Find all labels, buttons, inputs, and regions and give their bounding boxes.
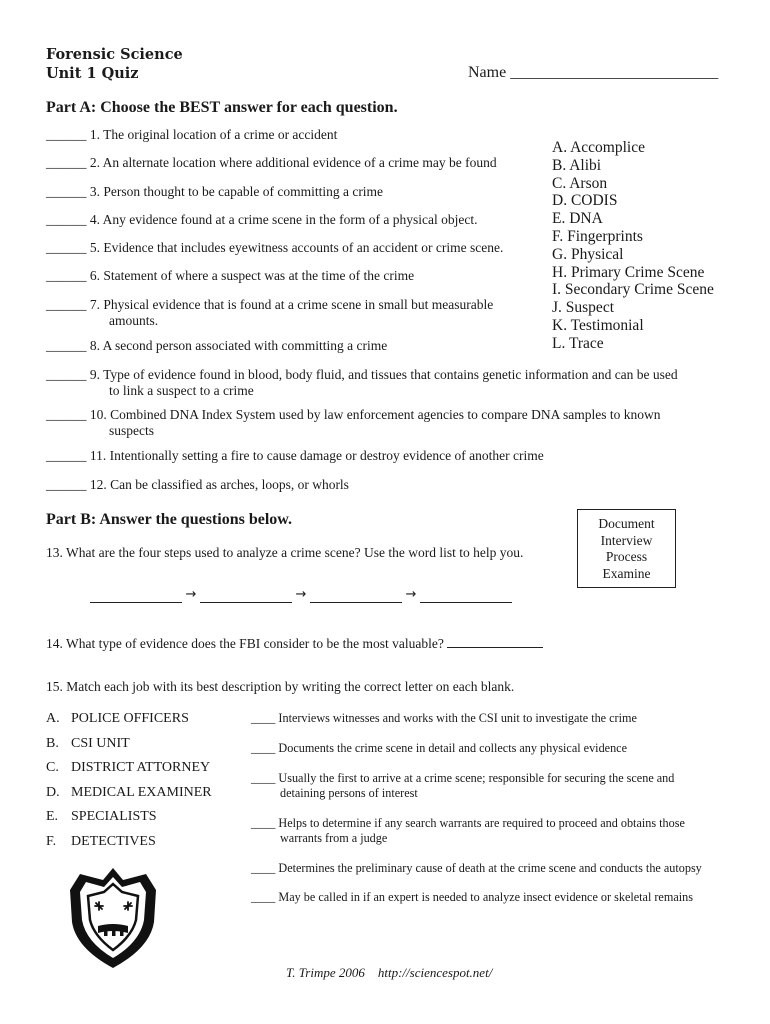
answer-option: I. Secondary Crime Scene bbox=[552, 281, 714, 299]
question-text: ______ 5. Evidence that includes eyewitness accounts of an accident or crime scene. bbox=[46, 240, 504, 255]
question-text: ______ 12. Can be classified as arches, loops, or whorls bbox=[46, 477, 349, 492]
question-11 bbox=[46, 448, 544, 464]
word-list-item: Examine bbox=[602, 565, 651, 581]
job-letter: F. bbox=[46, 833, 57, 849]
arrow-right-icon: → bbox=[295, 587, 307, 602]
arrow-right-icon: → bbox=[405, 587, 417, 602]
answer-option: L. Trace bbox=[552, 334, 604, 352]
question-15: 15. Match each job with its best description by writing the correct letter on each blank. bbox=[46, 679, 515, 694]
answer-option: D. CODIS bbox=[552, 192, 618, 210]
answer-option: J. Suspect bbox=[552, 299, 614, 317]
question-text-continued: suspects bbox=[109, 423, 154, 438]
question-text-continued: to link a suspect to a crime bbox=[109, 383, 254, 398]
answer-option: H. Primary Crime Scene bbox=[552, 263, 705, 281]
job-name: MEDICAL EXAMINER bbox=[71, 784, 212, 800]
question-13: 13. What are the four steps used to analyze a crime scene? Use the word list to help you. bbox=[46, 545, 524, 560]
job-item bbox=[46, 805, 212, 830]
job-name: DETECTIVES bbox=[71, 833, 156, 849]
job-description-6 bbox=[251, 890, 693, 905]
answer-option: B. Alibi bbox=[552, 156, 602, 174]
question-1 bbox=[46, 127, 337, 143]
question-5 bbox=[46, 240, 503, 256]
answer-option: F. Fingerprints bbox=[552, 227, 643, 245]
job-description-4 bbox=[251, 816, 685, 846]
description-text: ____ Documents the crime scene in detail and collects any physical evidence bbox=[251, 741, 627, 755]
question-text: ______ 1. The original location of a crime or accident bbox=[46, 127, 338, 142]
question-8 bbox=[46, 338, 387, 354]
job-description-3 bbox=[251, 771, 674, 801]
footer-url[interactable]: http://sciencespot.net/ bbox=[377, 965, 493, 980]
police-badge-icon bbox=[58, 862, 168, 972]
question-text: ______ 8. A second person associated with committing a crime bbox=[46, 338, 388, 353]
job-name: POLICE OFFICERS bbox=[71, 711, 189, 726]
part-b-heading: Part B: Answer the questions below. bbox=[46, 511, 292, 528]
evidence-answer-blank[interactable] bbox=[447, 634, 543, 648]
step-1-blank[interactable] bbox=[90, 588, 182, 603]
question-14 bbox=[46, 634, 543, 652]
question-7 bbox=[46, 297, 493, 329]
word-list-item: Interview bbox=[600, 532, 653, 548]
question-text: ______ 11. Intentionally setting a fire to cause damage or destroy evidence of another crime bbox=[46, 448, 544, 463]
footer-credit bbox=[286, 965, 492, 981]
word-list-item: Process bbox=[605, 549, 648, 564]
answer-bank bbox=[552, 139, 714, 353]
word-list-box bbox=[577, 509, 676, 588]
job-item bbox=[46, 830, 212, 855]
question-9 bbox=[46, 367, 678, 399]
job-name: CSI UNIT bbox=[71, 735, 130, 751]
question-6 bbox=[46, 268, 414, 284]
job-letter: C. bbox=[46, 760, 59, 775]
description-text: ____ May be called in if an expert is needed to analyze insect evidence or skeletal remains bbox=[251, 890, 693, 904]
jobs-list bbox=[46, 707, 212, 854]
job-letter: E. bbox=[46, 809, 59, 824]
question-text-continued: amounts. bbox=[109, 313, 159, 328]
job-letter: D. bbox=[46, 784, 60, 800]
question-text: ______ 2. An alternate location where additional evidence of a crime may be found bbox=[46, 155, 497, 170]
footer-author: T. Trimpe 2006 bbox=[286, 965, 365, 980]
step-3-blank[interactable] bbox=[310, 588, 402, 603]
quiz-subject-title: Forensic Science bbox=[46, 46, 183, 63]
question-text: 14. What type of evidence does the FBI consider to be the most valuable? bbox=[46, 636, 444, 651]
question-4 bbox=[46, 212, 478, 228]
question-text: ______ 9. Type of evidence found in blood, body fluid, and tissues that contains genetic information and can be used bbox=[46, 367, 678, 382]
question-text: ______ 3. Person thought to be capable of committing a crime bbox=[46, 184, 384, 199]
quiz-unit-title: Unit 1 Quiz bbox=[46, 65, 139, 82]
job-item bbox=[46, 707, 212, 732]
question-text: ______ 6. Statement of where a suspect was at the time of the crime bbox=[46, 268, 415, 283]
question-text: ______ 4. Any evidence found at a crime scene in the form of a physical object. bbox=[46, 212, 478, 227]
job-description-1 bbox=[251, 711, 637, 726]
question-12 bbox=[46, 477, 349, 493]
question-text: ______ 10. Combined DNA Index System used by law enforcement agencies to compare DNA samples to known bbox=[46, 407, 661, 422]
answer-option: C. Arson bbox=[552, 174, 608, 192]
description-text: ____ Usually the first to arrive at a crime scene; responsible for securing the scene and bbox=[251, 771, 675, 785]
answer-option: E. DNA bbox=[552, 210, 603, 228]
step-2-blank[interactable] bbox=[200, 588, 292, 603]
arrow-right-icon: → bbox=[185, 587, 197, 602]
job-name: DISTRICT ATTORNEY bbox=[71, 760, 211, 775]
answer-option: K. Testimonial bbox=[552, 316, 644, 334]
description-text: ____ Interviews witnesses and works with the CSI unit to investigate the crime bbox=[251, 711, 637, 725]
word-list-item: Document bbox=[598, 516, 655, 531]
job-description-2 bbox=[251, 741, 627, 756]
job-letter: B. bbox=[46, 735, 59, 751]
part-a-heading: Part A: Choose the BEST answer for each question. bbox=[46, 99, 398, 116]
steps-answer-line bbox=[90, 585, 512, 603]
job-description-5 bbox=[251, 861, 702, 876]
question-3 bbox=[46, 184, 383, 200]
job-name: SPECIALISTS bbox=[71, 809, 157, 824]
step-4-blank[interactable] bbox=[420, 588, 512, 603]
job-item bbox=[46, 756, 212, 781]
question-2 bbox=[46, 155, 497, 171]
description-text-continued: detaining persons of interest bbox=[280, 786, 418, 800]
job-item bbox=[46, 781, 212, 806]
name-field-label: Name __________________________ bbox=[468, 64, 719, 81]
description-text-continued: warrants from a judge bbox=[280, 831, 388, 845]
question-10 bbox=[46, 407, 661, 439]
description-text: ____ Determines the preliminary cause of death at the crime scene and conducts the autopsy bbox=[251, 861, 702, 875]
job-item bbox=[46, 732, 212, 757]
description-text: ____ Helps to determine if any search warrants are required to proceed and obtains those bbox=[251, 816, 685, 830]
job-letter: A. bbox=[46, 711, 60, 726]
answer-option: G. Physical bbox=[552, 245, 624, 263]
question-text: ______ 7. Physical evidence that is found at a crime scene in small but measurable bbox=[46, 297, 494, 312]
answer-option: A. Accomplice bbox=[552, 139, 645, 156]
